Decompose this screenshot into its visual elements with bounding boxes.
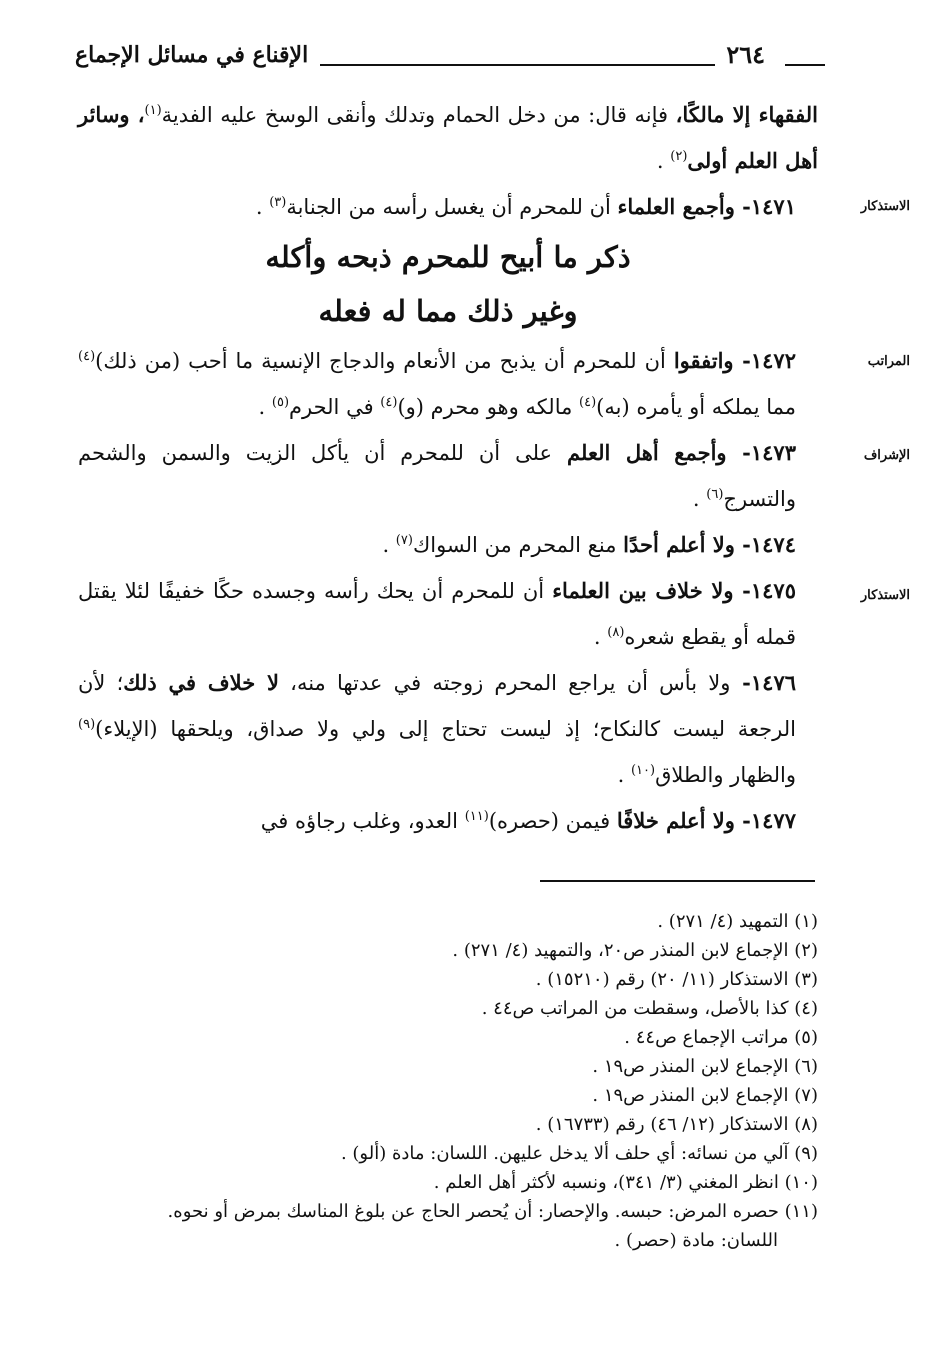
footnote-ref: (١٠) (630, 763, 656, 778)
footnote-ref: (٢) (670, 149, 688, 164)
footnote-ref: (٥) (271, 395, 290, 410)
footnote-ref: (٤) (579, 395, 597, 410)
footnote: (١١) حصره المرض: حبسه. والإحصار: أن يُحصر الحاج عن بلوغ المناسك بمرض أو نحوه. (167, 1201, 818, 1222)
text-run: ولا بأس أن يراجع المحرم زوجته في عدتها منه، (278, 671, 731, 695)
page-header (75, 40, 825, 80)
footnote: (٢) الإجماع لابن المنذر ص٢٠، والتمهيد (٤/ ٢٧١) . (452, 940, 818, 961)
footnote: (١) التمهيد (٤/ ٢٧١) . (657, 911, 818, 932)
heading-line-2: وغير ذلك مما له فعله (318, 294, 578, 328)
footnote-ref: (١١) (464, 809, 489, 824)
entry-number: ١٤٧٧- (734, 808, 796, 833)
text-run: العدو، وغلب رجاؤه في (260, 809, 465, 833)
footnote: (٧) الإجماع لابن المنذر ص١٩ . (592, 1085, 818, 1106)
entry-number: ١٤٧٣- (726, 440, 796, 465)
entry-number: ١٤٧٢- (733, 348, 796, 373)
text-run: فيمن (حصره) (488, 809, 617, 833)
footnote-ref: (٩) (78, 717, 96, 732)
text-run: . (258, 395, 272, 419)
paragraph-1472 (78, 338, 818, 430)
bold-phrase: ولا أعلم خلافًا (616, 808, 735, 833)
bold-phrase: وأجمع أهل العلم (567, 440, 727, 465)
header-rule-left (320, 64, 715, 66)
text-run: في الحرم (289, 395, 381, 419)
text-run: . (617, 763, 631, 787)
paragraph-1471 (78, 184, 818, 230)
footnote: (٥) مراتب الإجماع ص٤٤ . (624, 1027, 818, 1048)
footnote: (٤) كذا بالأصل، وسقطت من المراتب ص٤٤ . (481, 998, 818, 1019)
text-run: . (255, 195, 270, 219)
footnote-ref: (١) (144, 103, 162, 118)
bold-phrase: ولا أعلم أحدًا (623, 532, 735, 557)
footnote-ref: (٤) (78, 349, 96, 364)
paragraph-1475 (78, 568, 818, 660)
footnote-ref: (٧) (395, 533, 413, 548)
footnote-separator (540, 880, 815, 882)
main-text (78, 92, 818, 844)
heading-line-1: ذكر ما أبيح للمحرم ذبحه وأكله (265, 240, 631, 274)
text-run: . (656, 149, 671, 173)
section-heading (78, 230, 818, 338)
paragraph-1477 (78, 798, 818, 844)
text-run: منع المحرم من السواك (412, 533, 624, 557)
footnote: (٨) الاستذكار (١٢/ ٤٦) رقم (١٦٧٣٣) . (535, 1114, 818, 1135)
text-run: ؛ لأن الرجعة ليست كالنكاح؛ إذ ليست تحتاج إلى ولي ولا صداق، ويلحقها (الإيلاء) (78, 671, 796, 741)
footnote-continuation: اللسان: مادة (حصر) . (614, 1230, 778, 1251)
paragraph-1476 (78, 660, 818, 798)
text-run: والظهار والطلاق (655, 763, 796, 787)
text-run: . (382, 533, 396, 557)
paragraph-1474 (78, 522, 818, 568)
footnote: (٣) الاستذكار (١١/ ٢٠) رقم (١٥٢١٠) . (535, 969, 818, 990)
bold-phrase: ولا خلاف بين العلماء (552, 578, 734, 603)
entry-number: ١٤٧٥- (733, 578, 796, 603)
running-title: الإقناع في مسائل الإجماع (75, 42, 309, 68)
entry-number: ١٤٧١- (734, 194, 796, 219)
bold-phrase: واتفقوا (673, 348, 734, 373)
text-run: أن للمحرم أن يحك رأسه وجسده حكًا خفيفًا لئلا يقتل قمله أو يقطع شعره (78, 579, 796, 649)
text-run: . (692, 487, 707, 511)
text-run: على أن للمحرم أن يأكل الزيت والسمن والشحم والتسرج (78, 441, 796, 511)
footnote: (٩) آلي من نسائه: أي حلف ألا يدخل عليهن. اللسان: مادة (ألو) . (340, 1143, 818, 1164)
text-run: مالكه وهو محرم (و) (397, 395, 580, 419)
footnote: (١٠) انظر المغني (٣/ ٣٤١)، ونسبه لأكثر أهل العلم . (433, 1172, 818, 1193)
footnote: (٦) الإجماع لابن المنذر ص١٩ . (592, 1056, 818, 1077)
bold-phrase: الفقهاء إلا مالكًا، (675, 102, 818, 127)
footnotes (68, 907, 818, 1255)
entry-number: ١٤٧٤- (734, 532, 796, 557)
bold-phrase: ، وسائر أهل العلم أولى (78, 102, 818, 173)
footnote-ref: (٨) (607, 625, 625, 640)
text-run: فإنه قال: من دخل الحمام وتدلك وأنقى الوسخ عليه الفدية (161, 103, 676, 127)
footnote-ref: (٤) (380, 395, 398, 410)
text-run: أن للمحرم أن يغسل رأسه من الجنابة (286, 195, 618, 219)
footnote-ref: (٦) (706, 487, 724, 502)
margin-note-1473: الإشراف (863, 448, 910, 463)
margin-note-1471: الاستذكار (860, 199, 910, 214)
bold-phrase: لا خلاف في ذلك (123, 670, 279, 695)
margin-note-1472: المراتب (867, 354, 910, 369)
header-rule-right (785, 64, 825, 66)
entry-number: ١٤٧٦- (730, 670, 797, 695)
text-run: أن للمحرم أن يذبح من الأنعام والدجاج الإنسية ما أحب (من ذلك) (95, 349, 674, 373)
footnote-ref: (٣) (269, 195, 287, 210)
paragraph-1473 (78, 430, 818, 522)
bold-phrase: وأجمع العلماء (617, 194, 735, 219)
text-run: . (593, 625, 608, 649)
text-run: مما يملكه أو يأمره (به) (596, 395, 796, 419)
margin-note-1475: الاستذكار (860, 588, 910, 603)
page-number: ٢٦٤ (726, 40, 765, 69)
paragraph-continuation (78, 92, 818, 184)
